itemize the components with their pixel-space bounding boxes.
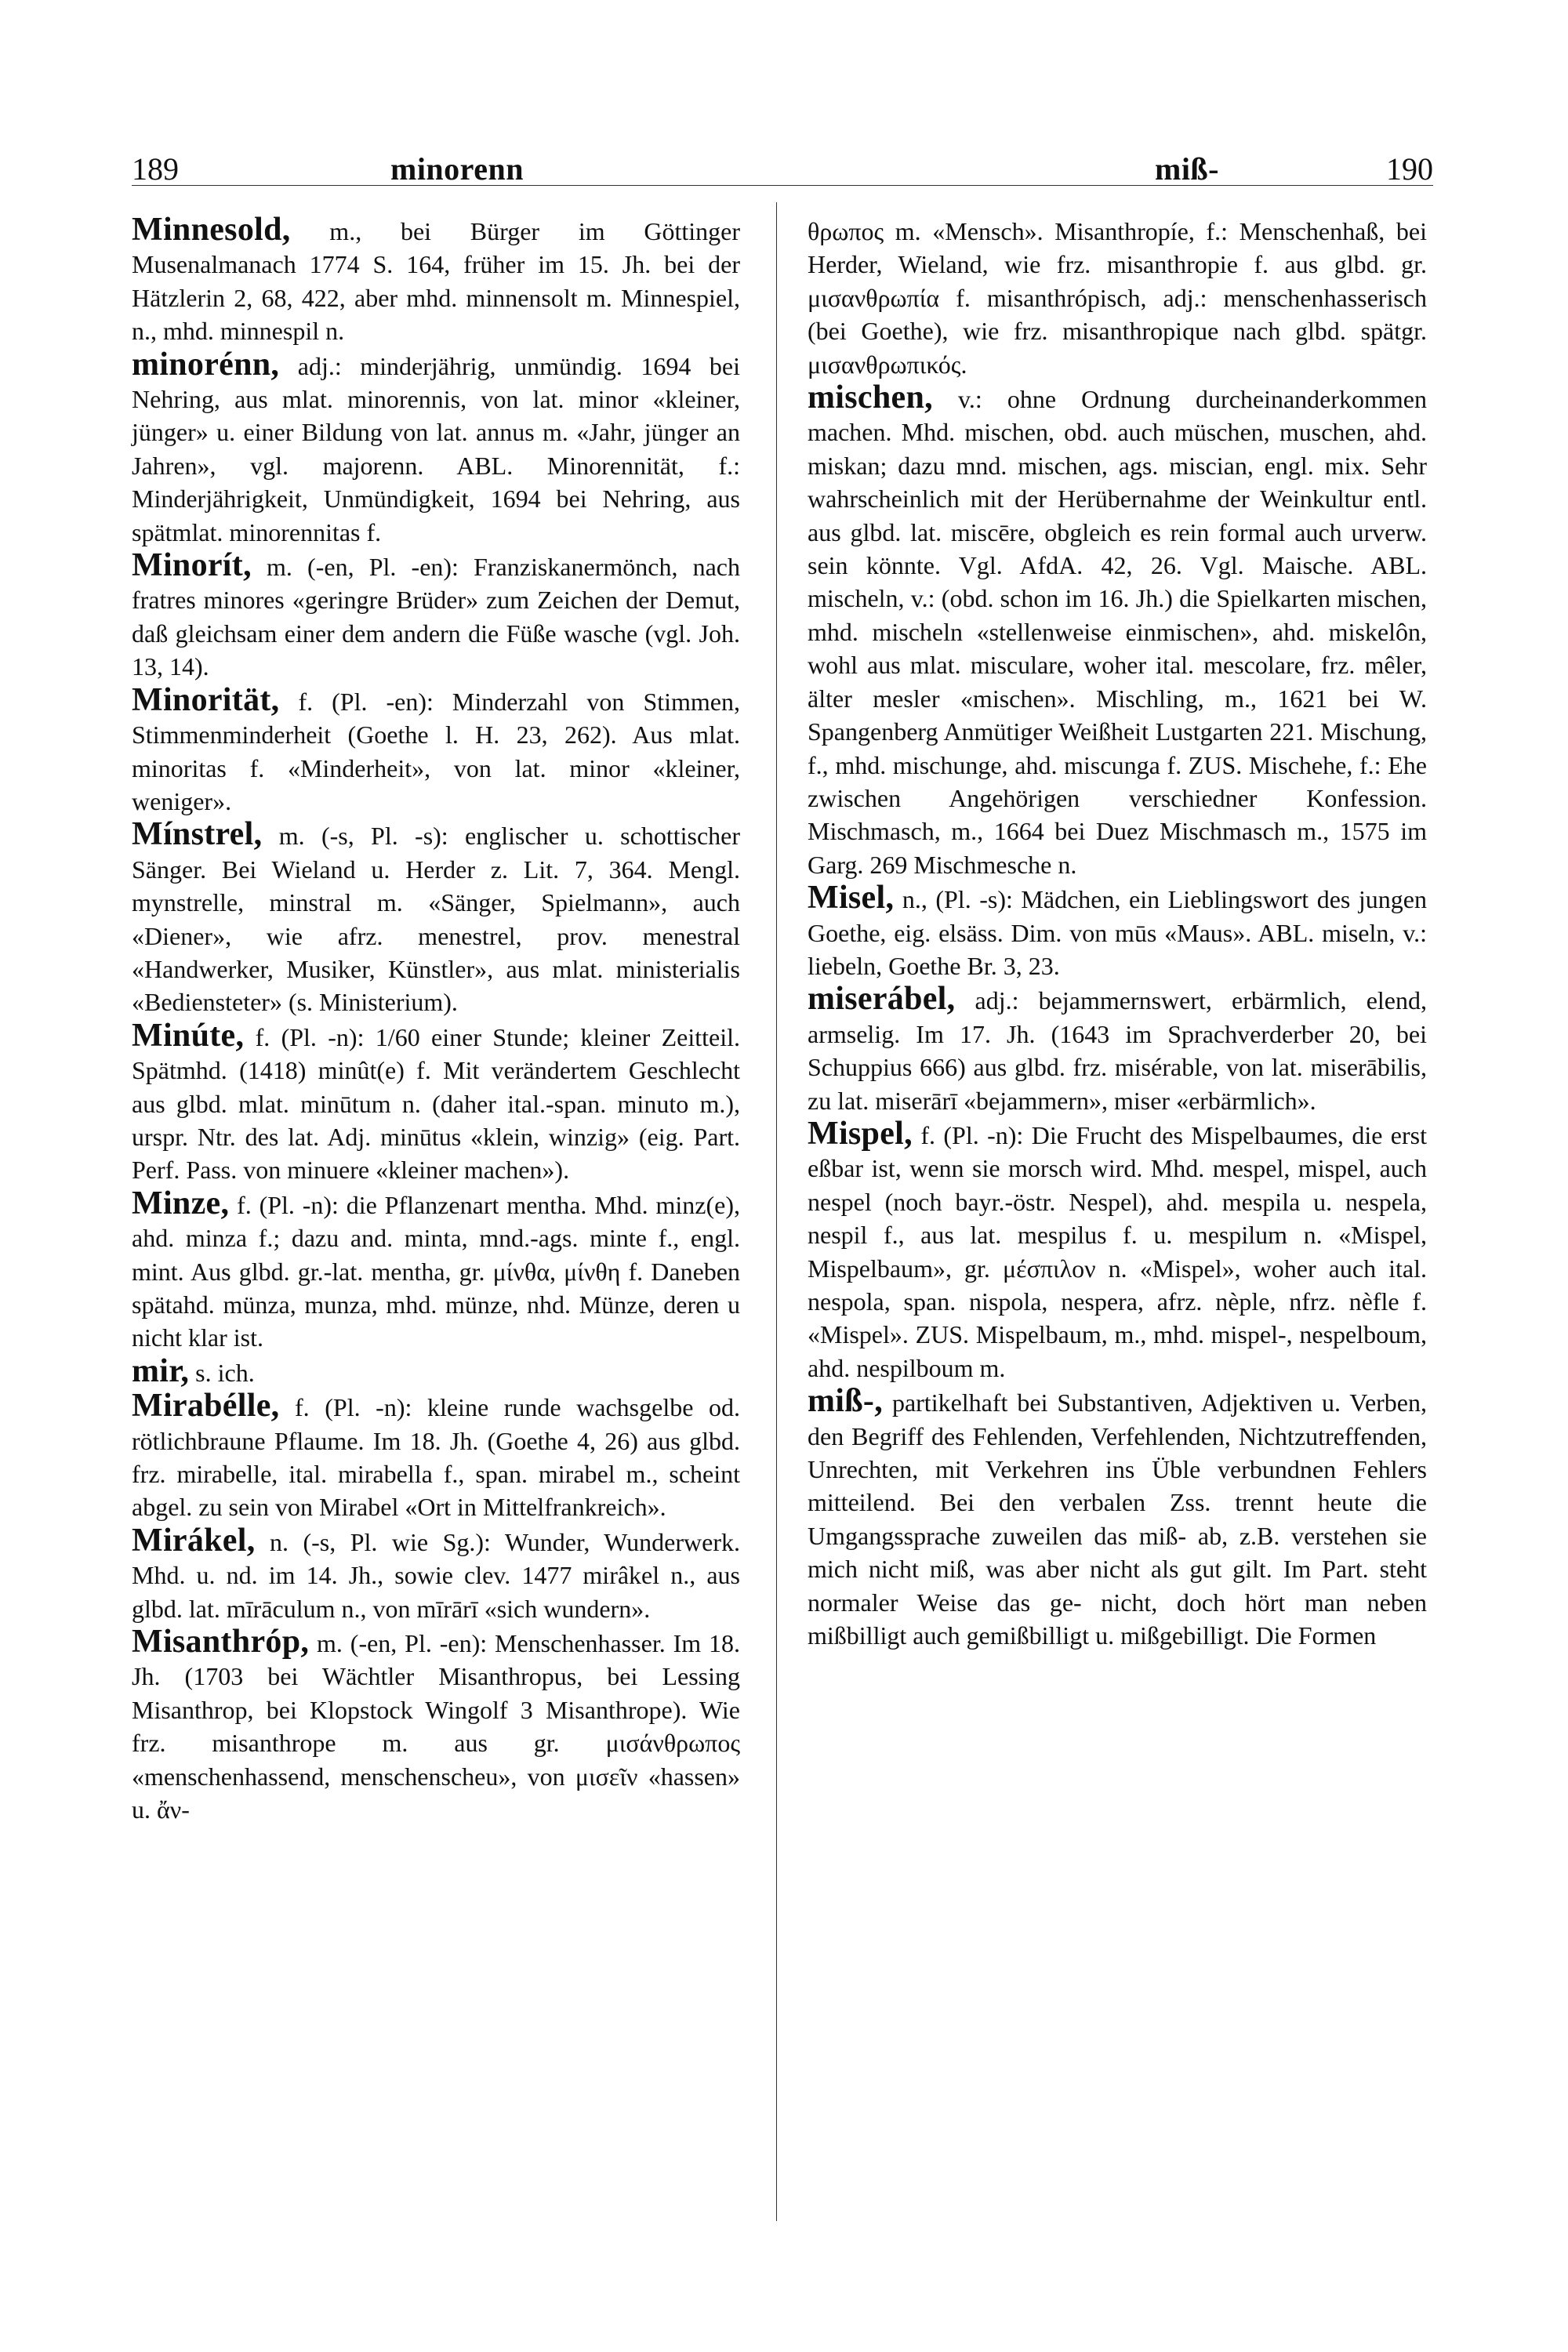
headword: Mispel,	[808, 1115, 913, 1152]
headword: Minúte,	[132, 1017, 245, 1054]
left-catchword: minorenn	[390, 151, 524, 187]
entry-text: θρωπος m. «Mensch». Misanthropíe, f.: Menschenhaß, bei Herder, Wieland, wie frz. misanthropie f. aus glbd. gr. μισανθρωπία f. misanthrópisch, adj.: menschenhasserisch (bei Goethe), wie frz. misanthropique nach glbd. spätgr. μισανθρωπικός.	[808, 217, 1427, 379]
entry-minnesold	[132, 213, 740, 348]
entry-text: f. (Pl. -en): Minderzahl von Stimmen, Stimmenminderheit (Goethe l. H. 23, 262). Aus mlat. minoritas f. «Minderheit», von lat. minor «kleiner, weniger».	[132, 687, 740, 815]
entry-text: m. (-s, Pl. -s): englischer u. schottischer Sänger. Bei Wieland u. Herder z. Lit. 7, 364. Mengl. mynstrelle, minstral m. «Sänger, Spielmann», auch «Diener», wie afrz. menestrel, prov. menestral «Handwerker, Musiker, Künstler», aus mlat. ministerialis «Bediensteter» (s. Ministerium).	[132, 822, 740, 1017]
entry-text: f. (Pl. -n): Die Frucht des Mispelbaumes, die erst eßbar ist, wenn sie morsch wird. Mhd. mespel, mispel, auch nespel (noch bayr.-östr. Nespel), ahd. mespila u. nespela, nespil f., aus lat. mespilus f. u. mespilum n. «Mispel, Mispelbaum», gr. μέσπιλον n. «Mispel», woher auch ital. nespola, span. nispola, nespera, afrz. nèple, nfrz. nèfle f. «Mispel». ZUS. Mispelbaum, m., mhd. mispel-, nespelboum, ahd. nespilboum m.	[808, 1120, 1427, 1382]
entry-miserabel	[808, 982, 1427, 1117]
entry-text: m., bei Bürger im Göttinger Musenalmanach 1774 S. 164, früher im 15. Jh. bei der Hätzlerin 2, 68, 422, aber mhd. minnensolt m. Minnespiel, n., mhd. minnespil n.	[132, 217, 740, 346]
entry-text: v.: ohne Ordnung durcheinanderkommen machen. Mhd. mischen, obd. auch müschen, muschen, ahd. miskan; dazu mnd. mischen, ags. miscian, engl. mix. Sehr wahrscheinlich mit der Herübernahme der Weinkultur entl. aus glbd. lat. miscēre, obgleich es rein formal auch urverw. sein könnte. Vgl. AfdA. 42, 26. Vgl. Maische. ABL. mischeln, v.: (obd. schon im 16. Jh.) die Spielkarten mischen, mhd. mischeln «stellenweise einmischen», ahd. miskelôn, wohl aus mlat. misculare, woher ital. mescolare, frz. mêler, älter mesler «mischen». Mischling, m., 1621 bei W. Spangenberg Anmütiger Weißheit Lustgarten 221. Mischung, f., mhd. mischunge, ahd. miscunga f. ZUS. Mischehe, f.: Ehe zwischen Angehörigen verschiedner Konfession. Mischmasch, m., 1664 bei Duez Mischmasch m., 1575 im Garg. 269 Mischmesche n.	[808, 385, 1427, 879]
entry-text: n., (Pl. -s): Mädchen, ein Lieblingswort des jungen Goethe, eig. elsäss. Dim. von mūs «Maus». ABL. miseln, v.: liebeln, Goethe Br. 3, 23.	[808, 885, 1427, 980]
entry-mischen	[808, 381, 1427, 881]
right-page-number: 190	[1386, 151, 1433, 187]
entry-mirakel	[132, 1524, 740, 1625]
entry-text: f. (Pl. -n): die Pflanzenart mentha. Mhd. minz(e), ahd. minza f.; dazu and. minta, mnd.-ags. minte f., engl. mint. Aus glbd. gr.-lat. mentha, gr. μίνθα, μίνθη f. Daneben spätahd. münza, munza, mhd. münze, nhd. Münze, deren u nicht klar ist.	[132, 1190, 740, 1352]
entry-minoritaet	[132, 681, 740, 818]
entry-text: partikelhaft bei Substantiven, Adjektiven u. Verben, den Begriff des Fehlenden, Verfehlenden, Nichtzutreffenden, Unrechten, mit Verkehren ins Üble verbundnen Fehlers mitteilend. Bei den verbalen Zss. trennt heute die Umgangssprache zuweilen das miß- ab, z.B. verstehen sie mich nicht miß, was aber nicht als gut gilt. Im Part. steht normaler Weise das ge- nicht, doch hört man neben mißbilligt auch gemißbilligt u. mißgebilligt. Die Formen	[808, 1388, 1427, 1650]
headword: Mínstrel,	[132, 816, 263, 853]
entry-minorenn	[132, 348, 740, 549]
entry-minze	[132, 1187, 740, 1355]
entry-text: m. (-en, Pl. -en): Franziskanermönch, nach fratres minores «geringre Brüder» zum Zeichen der Demut, daß gleichsam einer dem andern die Füße wasche (vgl. Joh. 13, 14).	[132, 553, 740, 681]
headword: Misanthróp,	[132, 1624, 310, 1661]
headword: Minze,	[132, 1185, 230, 1221]
entry-continuation	[808, 213, 1427, 381]
column-divider	[776, 202, 777, 2221]
entry-text: adj.: minderjährig, unmündig. 1694 bei Nehring, aus mlat. minorennis, von lat. minor «kleiner, jünger» u. einer Bildung von lat. annus m. «Jahr, jünger an Jahren», vgl. majorenn. ABL. Minorennität, f.: Minderjährigkeit, Unmündigkeit, 1694 bei Nehring, aus spätmlat. minorennitas f.	[132, 351, 740, 546]
right-column	[808, 213, 1427, 1652]
entry-text: m. (-en, Pl. -en): Menschenhasser. Im 18. Jh. (1703 bei Wächtler Misanthropus, bei Lessing Misanthrop, bei Klopstock Wingolf 3 Misanthrope). Wie frz. misanthrope m. aus gr. μισάνθρωπος «menschenhassend, menschenscheu», von μισεῖν «hassen» u. ἄν-	[132, 1629, 740, 1824]
entry-miss	[808, 1385, 1427, 1652]
left-column	[132, 213, 740, 1827]
right-catchword: miß-	[1155, 151, 1219, 187]
entry-minorit	[132, 549, 740, 684]
entry-text: s. ich.	[189, 1358, 255, 1387]
entry-misel	[808, 881, 1427, 982]
entry-misanthrop	[132, 1625, 740, 1826]
running-header	[132, 151, 1433, 199]
headword: Minorít,	[132, 547, 252, 584]
headword: Misel,	[808, 880, 895, 916]
entry-mispel	[808, 1117, 1427, 1385]
entry-minute	[132, 1019, 740, 1187]
headword: Minorität,	[132, 681, 280, 718]
headword: mir,	[132, 1352, 190, 1389]
entry-text: f. (Pl. -n): kleine runde wachsgelbe od. rötlichbraune Pflaume. Im 18. Jh. (Goethe 4, 26) aus glbd. frz. mirabelle, ital. mirabella f., span. mirabel m., scheint abgel. zu sein von Mirabel «Ort in Mittelfrankreich».	[132, 1393, 740, 1522]
headword: Mirákel,	[132, 1522, 256, 1559]
entry-text: n. (-s, Pl. wie Sg.): Wunder, Wunderwerk. Mhd. u. nd. im 14. Jh., sowie clev. 1477 mirâkel n., aus glbd. lat. mīrāculum n., von mīrārī «sich wundern».	[132, 1527, 740, 1623]
left-page-number: 189	[132, 151, 179, 187]
headword: minorénn,	[132, 346, 280, 383]
headword: mischen,	[808, 379, 933, 416]
entry-minstrel	[132, 818, 740, 1018]
entry-text: adj.: bejammernswert, erbärmlich, elend, armselig. Im 17. Jh. (1643 im Sprachverderber 20, bei Schuppius 666) aus glbd. frz. misérable, von lat. miserābilis, zu lat. miserārī «bejammern», miser «erbärmlich».	[808, 986, 1427, 1115]
headword: miß-,	[808, 1383, 883, 1420]
headword: Minnesold,	[132, 212, 291, 248]
headword: miserábel,	[808, 981, 956, 1018]
entry-text: f. (Pl. -n): 1/60 einer Stunde; kleiner Zeitteil. Spätmhd. (1418) minût(e) f. Mit verändertem Geschlecht aus glbd. mlat. minūtum n. (daher ital.-span. minuto m.), urspr. Ntr. des lat. Adj. minūtus «klein, winzig» (eig. Part. Perf. Pass. von minuere «kleiner machen»).	[132, 1022, 740, 1185]
headword: Mirabélle,	[132, 1388, 280, 1425]
entry-mirabelle	[132, 1389, 740, 1524]
header-rule	[132, 185, 1433, 186]
entry-mir	[132, 1352, 740, 1389]
